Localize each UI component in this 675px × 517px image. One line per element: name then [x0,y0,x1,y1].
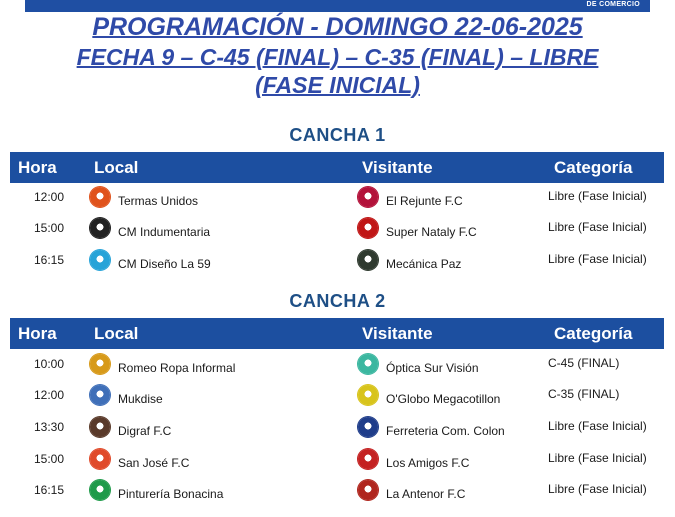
match-category: C-45 (FINAL) [548,356,620,370]
match-time: 12:00 [34,190,65,204]
local-team: San José F.C [118,456,190,470]
team-crest-icon [358,417,378,437]
top-banner [25,0,650,12]
match-time: 16:15 [34,483,65,497]
team-crest-icon [358,354,378,374]
column-local: Local [94,324,139,343]
column-categoria: Categoría [554,324,633,343]
column-local: Local [94,158,139,177]
team-crest-icon [358,385,378,405]
local-team: CM Indumentaria [118,225,211,239]
team-crest-icon [90,385,110,405]
match-category: Libre (Fase Inicial) [548,220,647,234]
cancha-2-title: CANCHA 2 [289,291,386,311]
match-row [10,215,664,245]
match-row [10,446,664,476]
match-row [10,247,664,277]
team-crest-icon [90,480,110,500]
local-team: Digraf F.C [118,424,172,438]
match-row [10,382,664,412]
column-visitante: Visitante [362,158,433,177]
title-line-2: FECHA 9 – C-45 (FINAL) – C-35 (FINAL) – LIBRE [76,44,599,70]
cancha-1-title: CANCHA 1 [289,125,386,145]
visiting-team: Mecánica Paz [386,257,462,271]
team-crest-icon [358,480,378,500]
match-category: C-35 (FINAL) [548,387,620,401]
column-hora: Hora [18,158,57,177]
local-team: Termas Unidos [118,194,199,208]
title-line-1: PROGRAMACIÓN - DOMINGO 22-06-2025 [92,13,583,41]
team-crest-icon [358,250,378,270]
match-time: 13:30 [34,420,65,434]
visiting-team: O'Globo Megacotillon [386,392,501,406]
team-crest-icon [90,250,110,270]
visiting-team: El Rejunte F.C [386,194,463,208]
local-team: Romeo Ropa Informal [118,361,236,375]
match-row [10,184,664,214]
match-time: 15:00 [34,452,65,466]
match-time: 10:00 [34,357,65,371]
team-crest-icon [358,449,378,469]
local-team: Mukdise [118,392,163,406]
team-crest-icon [90,417,110,437]
match-category: Libre (Fase Inicial) [548,189,647,203]
visiting-team: Los Amigos F.C [386,456,470,470]
match-category: Libre (Fase Inicial) [548,451,647,465]
visiting-team: Óptica Sur Visión [386,361,479,375]
cancha-2-header [10,318,664,349]
visiting-team: Super Nataly F.C [386,225,477,239]
match-time: 12:00 [34,388,65,402]
team-crest-icon [90,187,110,207]
team-crest-icon [90,218,110,238]
local-team: Pinturería Bonacina [118,487,224,501]
team-crest-icon [358,218,378,238]
team-crest-icon [90,449,110,469]
title-line-3: (FASE INICIAL) [255,72,420,98]
match-row [10,351,664,381]
match-category: Libre (Fase Inicial) [548,419,647,433]
cancha-1-header [10,152,664,183]
column-visitante: Visitante [362,324,433,343]
local-team: CM Diseño La 59 [118,257,211,271]
match-row [10,477,664,507]
brand-tag: DE COMERCIO [586,1,640,8]
match-row [10,414,664,444]
match-category: Libre (Fase Inicial) [548,252,647,266]
visiting-team: Ferreteria Com. Colon [386,424,505,438]
column-hora: Hora [18,324,57,343]
match-time: 15:00 [34,221,65,235]
column-categoria: Categoría [554,158,633,177]
visiting-team: La Antenor F.C [386,487,466,501]
match-category: Libre (Fase Inicial) [548,482,647,496]
team-crest-icon [90,354,110,374]
match-time: 16:15 [34,253,65,267]
team-crest-icon [358,187,378,207]
